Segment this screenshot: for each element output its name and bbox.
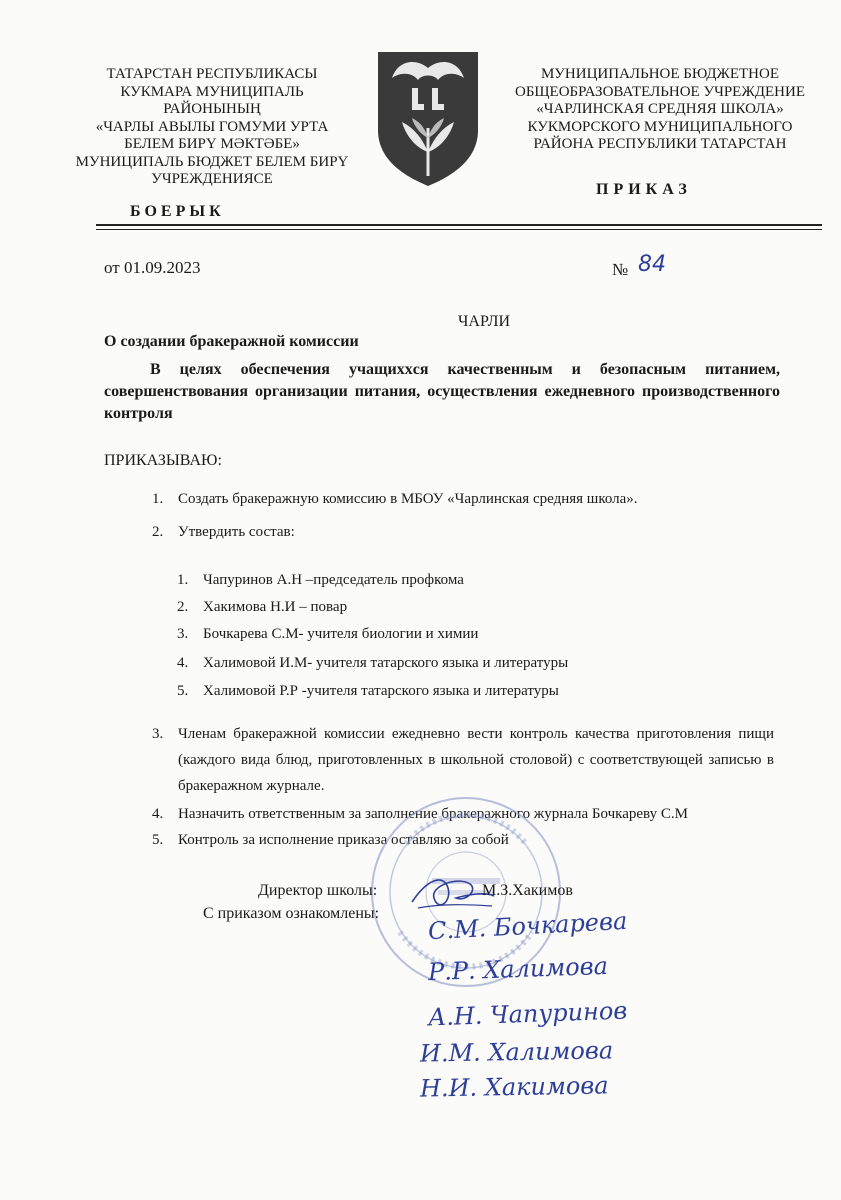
header-left-line: МУНИЦИПАЛЬ БЮДЖЕТ БЕЛЕМ БИРҮ — [75, 153, 349, 170]
member-item — [177, 683, 559, 700]
director-name: М.З.Хакимов — [482, 882, 573, 899]
place-name: ЧАРЛИ — [458, 313, 511, 330]
acknowledged-label: С приказом ознакомлены: — [203, 905, 380, 922]
doc-type-tt: БОЕРЫК — [130, 203, 225, 220]
handwritten-acknowledgement: Н.И. Хакимова — [419, 1071, 609, 1103]
doc-type-ru: ПРИКАЗ — [596, 181, 692, 198]
handwritten-acknowledgement: С.М. Бочкарева — [427, 906, 628, 946]
member-number: 4. — [177, 655, 189, 671]
handwritten-acknowledgement: И.М. Халимова — [419, 1036, 614, 1068]
orders-label: ПРИКАЗЫВАЮ: — [104, 452, 222, 469]
order-item-text: Назначить ответственным за заполнение бракеражного журнала Бочкареву С.М — [178, 806, 688, 822]
order-item-number: 4. — [152, 806, 164, 822]
order-item — [152, 491, 638, 508]
handwritten-acknowledgement: А.Н. Чапуринов — [427, 996, 628, 1032]
order-date: от 01.09.2023 — [104, 258, 201, 277]
member-text: Халимовой Р.Р -учителя татарского языка и литературы — [203, 683, 559, 699]
header-right-line: РАЙОНА РЕСПУБЛИКИ ТАТАРСТАН — [533, 136, 787, 152]
header-right-line: ОБЩЕОБРАЗОВАТЕЛЬНОЕ УЧРЕЖДЕНИЕ — [514, 83, 806, 100]
handwritten-acknowledgement: Р.Р. Халимова — [427, 951, 609, 987]
emblem-icon — [372, 48, 484, 188]
header-left-line: ТАТАРСТАН РЕСПУБЛИКАСЫ — [106, 66, 318, 82]
order-item-number: 1. — [152, 491, 164, 507]
header-left-line: «ЧАРЛЫ АВЫЛЫ ГОМУМИ УРТА — [95, 118, 329, 135]
member-number: 1. — [177, 572, 189, 588]
order-item-number: 5. — [152, 832, 164, 848]
member-number: 5. — [177, 683, 189, 699]
order-number: 84 — [638, 252, 666, 277]
header-left-line: УЧРЕЖДЕНИЯСЕ — [151, 171, 273, 187]
member-text: Хакимова Н.И – повар — [203, 599, 348, 615]
header-right-line: МУНИЦИПАЛЬНОЕ БЮДЖЕТНОЕ — [540, 66, 780, 82]
header-left-line: РАЙОНЫНЫҢ — [163, 101, 261, 117]
header-right-block — [500, 66, 820, 154]
member-number: 2. — [177, 599, 189, 615]
member-text: Халимовой И.М- учителя татарского языка и литературы — [203, 655, 569, 671]
member-text: Бочкарева С.М- учителя биологии и химии — [203, 626, 479, 642]
order-item-text: Утвердить состав: — [178, 524, 295, 540]
member-number: 3. — [177, 626, 189, 642]
header-left-line: БЕЛЕМ БИРҮ МӘКТӘБЕ» — [124, 136, 300, 152]
header-left-block — [62, 66, 362, 189]
member-text: Чапуринов А.Н –председатель профкома — [203, 572, 464, 588]
order-preamble: В целях обеспечения учащихxся качественным и безопасным питанием, совершенствования организации питания, осуществления ежедневного производственного контроля — [104, 361, 780, 422]
order-item — [152, 524, 295, 541]
member-item — [177, 626, 478, 643]
member-item — [177, 572, 464, 589]
order-item-text: Членам бракеражной комиссии ежедневно вести контроль качества приготовления пищи (каждого вида блюд, приготовленных в школьной столовой) с соответствующей записью в бракеражном журнале. — [178, 726, 774, 794]
header-right-line: «ЧАРЛИНСКАЯ СРЕДНЯЯ ШКОЛА» — [536, 101, 784, 117]
order-item-number: 2. — [152, 524, 164, 540]
order-item — [152, 721, 774, 799]
order-title: О создании бракеражной комиссии — [104, 333, 359, 350]
header-right-line: КУКМОРСКОГО МУНИЦИПАЛЬНОГО — [527, 118, 793, 135]
order-item-number: 3. — [152, 726, 164, 742]
header-divider-thin — [96, 229, 822, 230]
order-number-label: № — [612, 260, 629, 279]
header-divider — [96, 224, 822, 226]
order-item-text: Контроль за исполнение приказа оставляю за собой — [178, 832, 509, 848]
member-item — [177, 599, 347, 616]
member-item — [177, 655, 568, 672]
director-label: Директор школы: — [258, 882, 378, 899]
order-item-text: Создать бракеражную комиссию в МБОУ «Чарлинская средняя школа». — [178, 491, 638, 507]
header-left-line: КУКМАРА МУНИЦИПАЛЬ — [120, 83, 304, 100]
